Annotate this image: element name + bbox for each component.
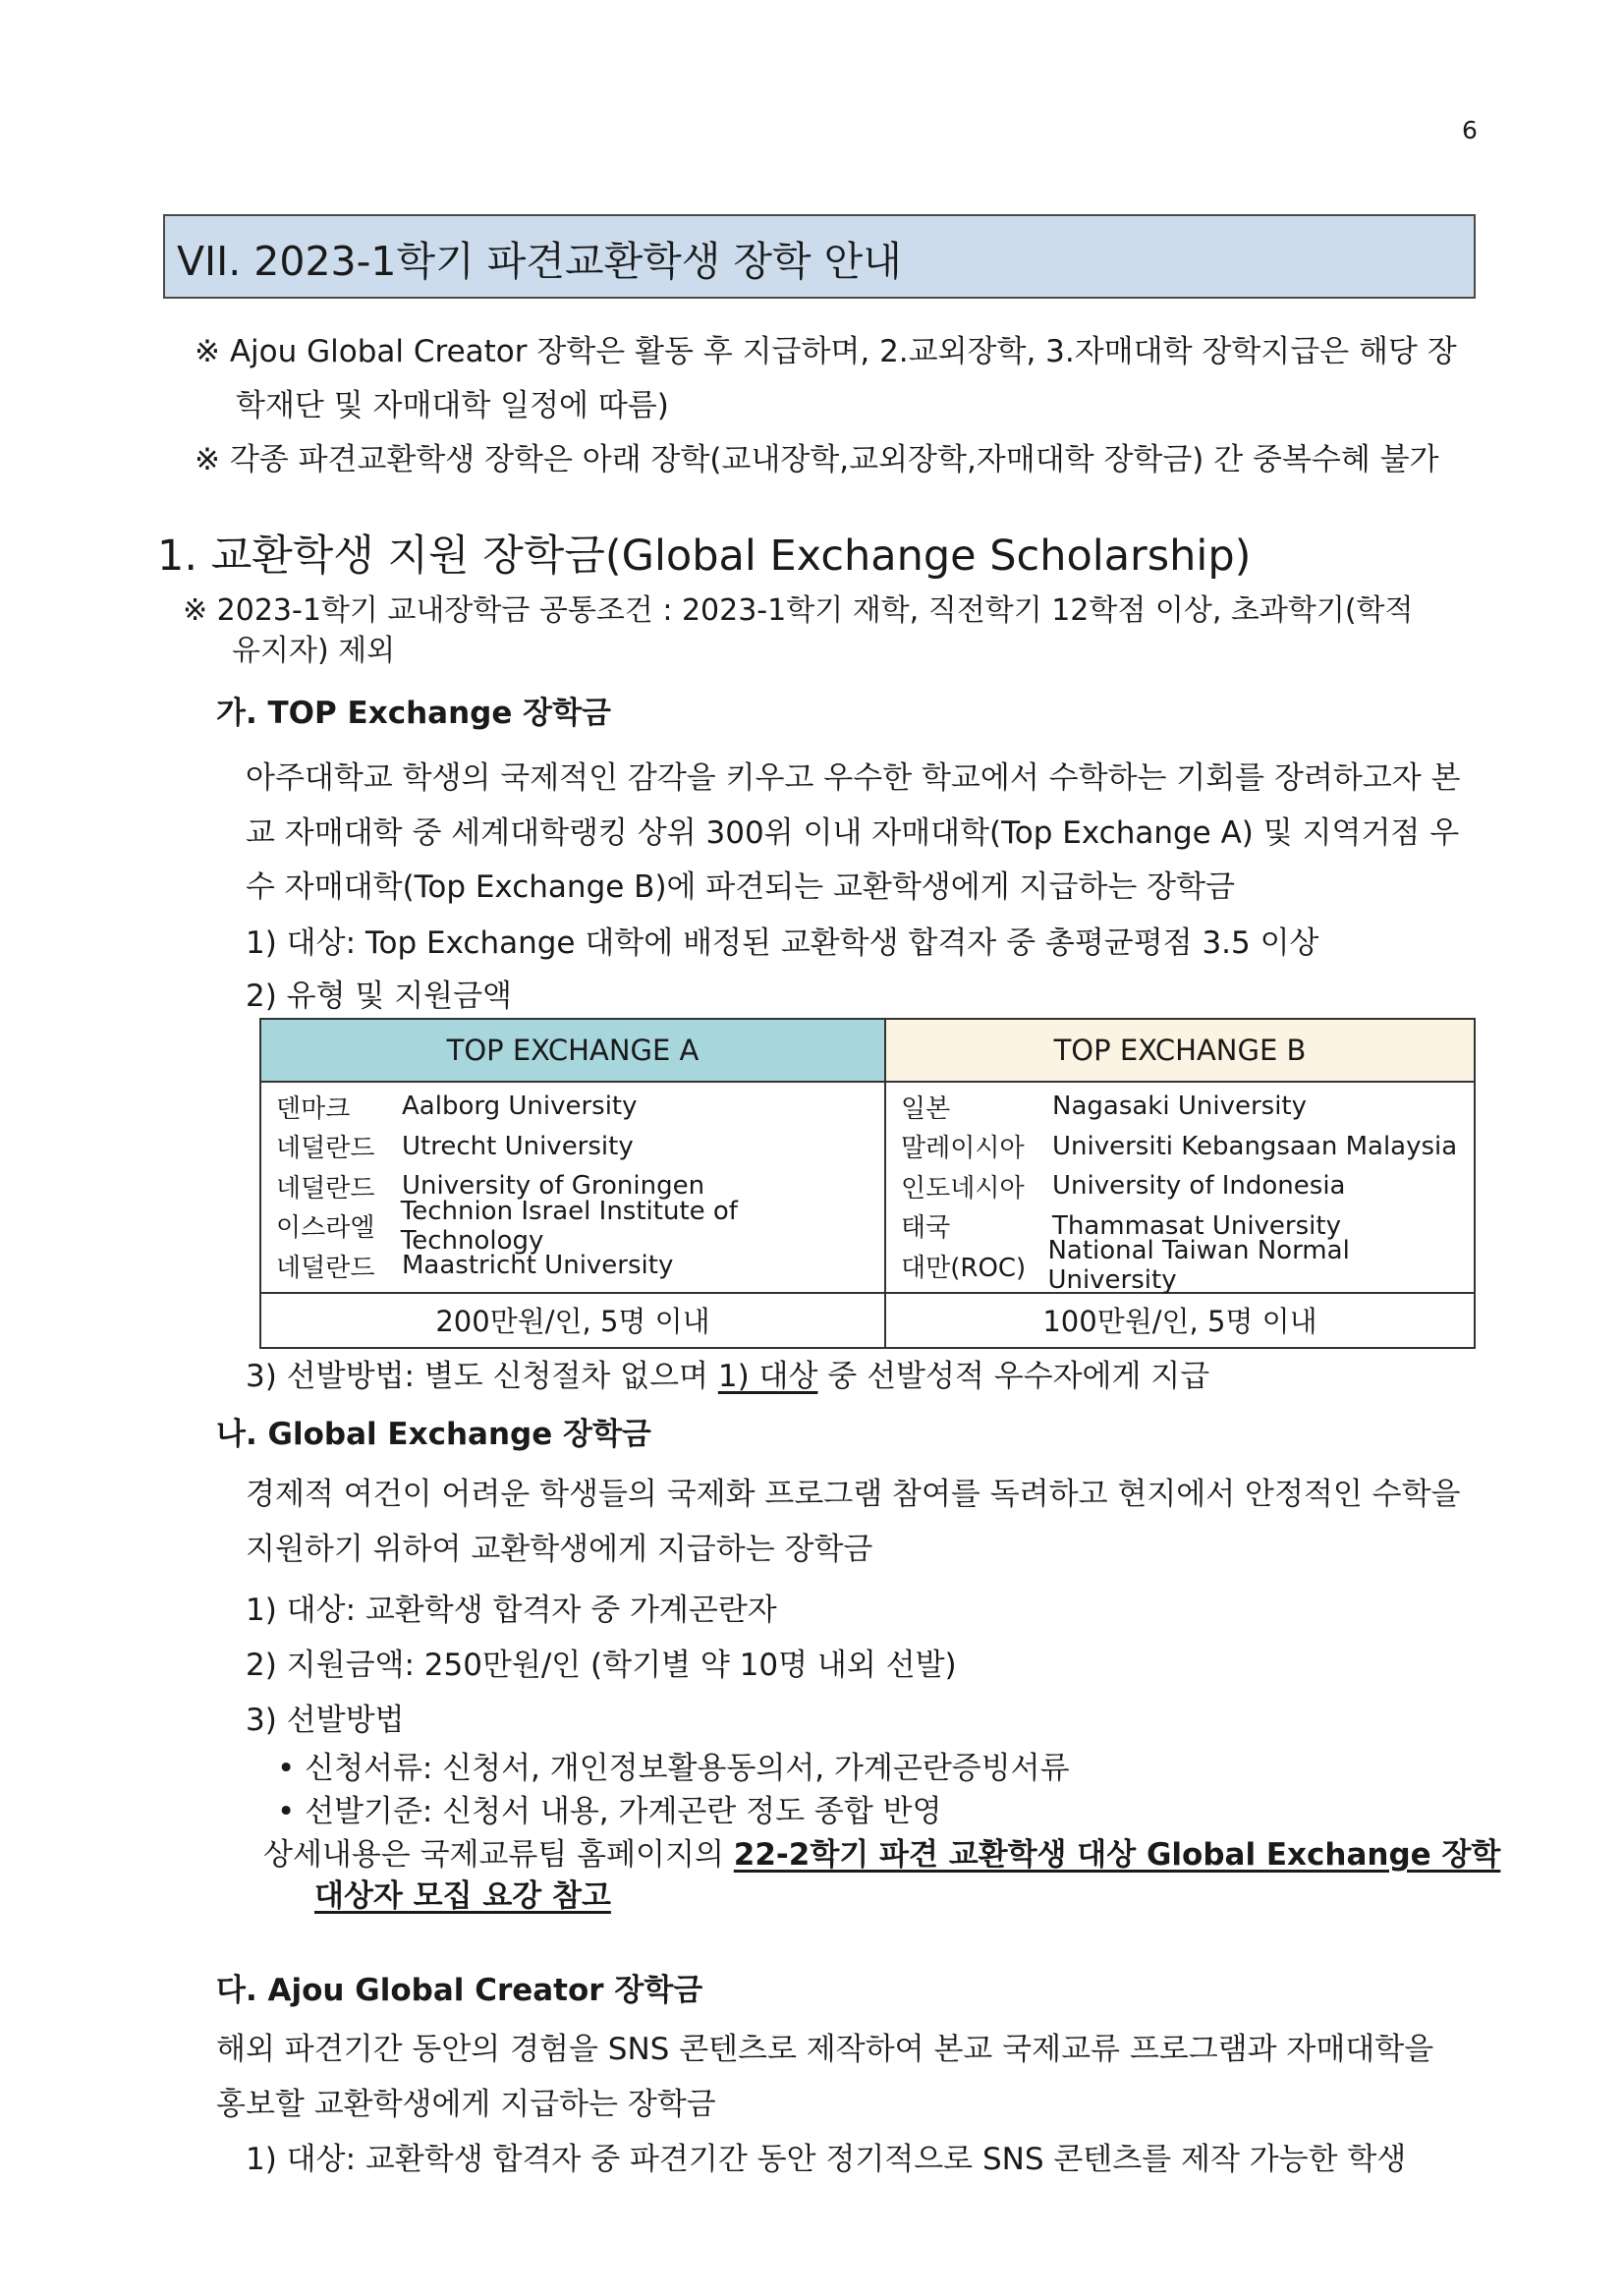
university: Aalborg University [402,1092,638,1122]
country: 인도네시아 [901,1173,1025,1204]
university: University of Groningen [402,1171,705,1202]
table-row [261,1087,884,1127]
note-line: ※ 각종 파견교환학생 장학은 아래 장학(교내장학,교외장학,자매대학 장학금) 간 중복수혜 불가 [195,442,1439,477]
university: Technion Israel Institute of Technology [400,1196,738,1256]
heading-global-exchange-scholarship: 1. 교환학생 지원 장학금(Global Exchange Scholarship) [157,532,1252,581]
item-text: 3) 선발방법: 별도 신청절차 없으며 [246,1359,718,1394]
detail-text: 상세내용은 국제교류팀 홈페이지의 [263,1837,734,1873]
university: Thammasat University [1052,1210,1341,1241]
detail-line [263,1829,1500,1874]
paragraph-line: 교 자매대학 중 세계대학랭킹 상위 300위 이내 자매대학(Top Exchange A) 및 지역거점 우 [246,815,1460,851]
university: Universiti Kebangsaan Malaysia [1052,1131,1458,1161]
header-top-exchange-a: TOP EXCHANGE A [260,1019,885,1082]
country: 말레이시아 [901,1134,1025,1164]
country: 네덜란드 [276,1134,375,1164]
list-item: 2) 지원금액: 250만원/인 (학기별 약 10명 내외 선발) [246,1648,957,1683]
university: Nagasaki University [1052,1092,1307,1122]
country: 일본 [901,1093,951,1124]
country: 대만(ROC) [901,1253,1027,1283]
bullet-item: • 선발기준: 신청서 내용, 가계곤란 정도 종합 반영 [277,1794,942,1829]
note-line: ※ Ajou Global Creator 장학은 활동 후 지급하며, 2.교외장학, 3.자매대학 장학지급은 해당 장 [195,334,1457,369]
table-row [886,1127,1474,1167]
subheading-top-exchange: 가. TOP Exchange 장학금 [216,696,611,731]
common-condition-note: ※ 2023-1학기 교내장학금 공통조건 : 2023-1학기 재학, 직전학기 12학점 이상, 초과학기(학적 [183,593,1414,628]
detail-line [314,1871,611,1915]
list-item-selection-method [246,1351,1209,1395]
university-list-b [885,1082,1475,1296]
paragraph-line: 홍보할 교환학생에게 지급하는 장학금 [216,2087,716,2122]
country: 덴마크 [276,1093,351,1124]
page-number: 6 [1462,116,1478,144]
university: Utrecht University [402,1131,634,1161]
amount-a: 200만원/인, 5명 이내 [260,1293,885,1348]
country: 네덜란드 [276,1173,375,1204]
university: National Taiwan Normal University [1047,1236,1350,1296]
subheading-global-exchange: 나. Global Exchange 장학금 [216,1417,651,1452]
country: 네덜란드 [276,1253,375,1283]
paragraph-line: 경제적 여건이 어려운 학생들의 국제화 프로그램 참여를 독려하고 현지에서 안정적인 수학을 [246,1477,1461,1512]
country: 이스라엘 [276,1213,375,1244]
university: Maastricht University [402,1251,674,1281]
table-row [886,1236,1474,1296]
university-list-a [260,1082,885,1293]
university: University of Indonesia [1052,1171,1346,1202]
list-item: 2) 유형 및 지원금액 [246,979,513,1014]
note-line: 학재단 및 자매대학 일정에 따름) [236,388,669,423]
item-text: 중 선발성적 우수자에게 지급 [817,1359,1210,1394]
recruitment-guide-link: 대상자 모집 요강 참고 [314,1878,611,1914]
reference-target-link: 1) 대상 [717,1359,818,1394]
table-row [261,1196,884,1256]
recruitment-guide-link: 22-2학기 파견 교환학생 대상 Global Exchange 장학 [733,1837,1501,1873]
header-top-exchange-b: TOP EXCHANGE B [885,1019,1475,1082]
paragraph-line: 해외 파견기간 동안의 경험을 SNS 콘텐츠로 제작하여 본교 국제교류 프로그램과 자매대학을 [216,2032,1434,2067]
table-row [886,1166,1474,1206]
list-item: 1) 대상: 교환학생 합격자 중 파견기간 동안 정기적으로 SNS 콘텐츠를 제작 가능한 학생 [246,2142,1407,2177]
list-item: 1) 대상: 교환학생 합격자 중 가계곤란자 [246,1593,777,1628]
table-row [886,1087,1474,1127]
paragraph-line: 아주대학교 학생의 국제적인 감각을 키우고 우수한 학교에서 수학하는 기회를 장려하고자 본 [246,760,1461,796]
table-row [261,1127,884,1167]
list-item: 1) 대상: Top Exchange 대학에 배정된 교환학생 합격자 중 총평균평점 3.5 이상 [246,925,1319,961]
country: 태국 [901,1213,951,1244]
paragraph-line: 지원하기 위하여 교환학생에게 지급하는 장학금 [246,1532,873,1567]
common-condition-note: 유지자) 제외 [232,634,396,668]
paragraph-line: 수 자매대학(Top Exchange B)에 파견되는 교환학생에게 지급하는 장학금 [246,869,1235,905]
amount-b: 100만원/인, 5명 이내 [885,1293,1475,1348]
bullet-item: • 신청서류: 신청서, 개인정보활용동의서, 가계곤란증빙서류 [277,1751,1070,1786]
subheading-ajou-global-creator: 다. Ajou Global Creator 장학금 [216,1973,703,2008]
list-item: 3) 선발방법 [246,1703,405,1738]
section-title: VII. 2023-1학기 파견교환학생 장학 안내 [177,238,902,285]
top-exchange-table [259,1018,1476,1349]
